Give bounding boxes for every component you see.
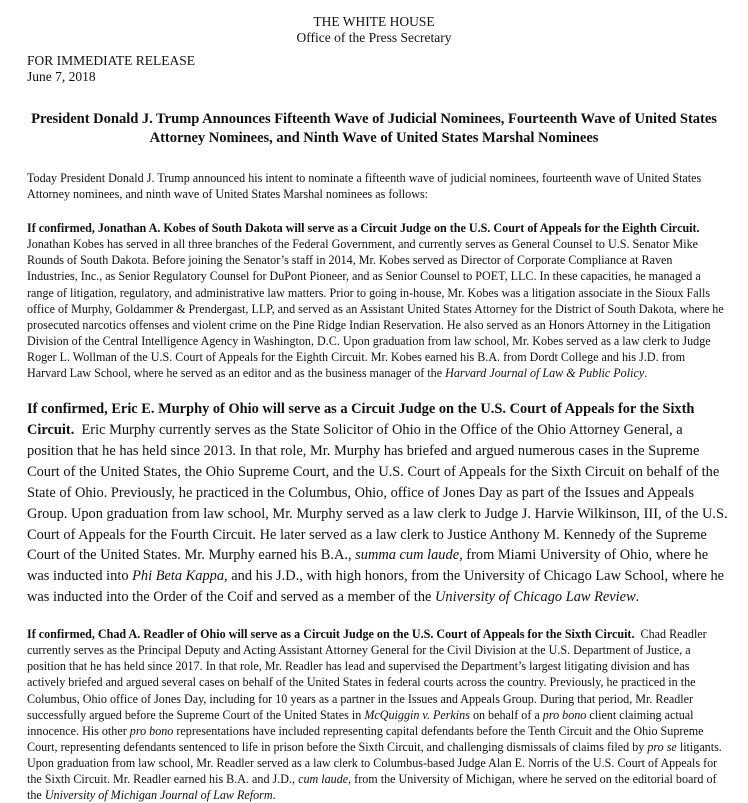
readler-prose: pro se <box>647 739 677 754</box>
letterhead <box>0 0 748 46</box>
office-name: Office of the Press Secretary <box>296 30 452 45</box>
intro-paragraph: Today President Donald J. Trump announced his intent to nominate a fifteenth wave of judicial nominees, fourteenth wave of United States Attorney nominees, and ninth wave of United States Marshal nominees as follows: <box>27 171 702 202</box>
readler-probono-2: pro bono <box>129 723 174 738</box>
readler-honor: cum laude <box>298 772 349 787</box>
readler-body-6: , from the University of Michigan, where he served on the editorial board of the <box>27 772 717 803</box>
kobes-end: . <box>644 366 648 381</box>
murphy-body-1: Eric Murphy currently serves as the State Solicitor of Ohio in the Office of the Ohio Attorney General, a position that he has held since 2013. In that role, Mr. Murphy has briefed and argued numerous cases in the Supreme Court of the United States, the Ohio Supreme Court, and the U.S. Court of Appeals for the Sixth Circuit on behalf of the State of Ohio. Previously, he practiced in the Columbus, Ohio, office of Jones Day as part of the Issues and Appeals Group. Upon graduation from law school, Mr. Murphy served as a law clerk to Judge J. Harvie Wilkinson, III, of the U.S. Court of Appeals for the Fourth Circuit. He later served as a law clerk to Justice Anthony M. Kennedy of the Supreme Court of the United States. Mr. Murphy earned his B.A., <box>27 422 728 564</box>
readler-probono-1: pro bono <box>542 707 587 722</box>
release-label: FOR IMMEDIATE RELEASE <box>27 53 195 68</box>
readler-end: . <box>272 788 276 803</box>
readler-body-1: Chad Readler currently serves as the Principal Deputy and Acting Assistant Attorney General for the Civil Division at the U.S. Department of Justice, a position that he has held since 2017. In that role, Mr. Readler has lead and supervised the Department’s largest litigating division and has actively briefed and argued several cases on behalf of the United States in federal courts across the country. Previously, he practiced in the Columbus, Ohio office of Jones Day, including for 10 years as a partner in the Issues and Appeals Group. During that period, Mr. Readler successfully argued before the Supreme Court of the United States in <box>27 627 707 722</box>
release-date: June 7, 2018 <box>27 69 96 84</box>
murphy-paragraph <box>0 399 748 608</box>
kobes-lead: If confirmed, Jonathan A. Kobes of South Dakota will serve as a Circuit Judge on the U.S. Court of Appeals for the Eighth Circuit. <box>27 221 700 236</box>
murphy-lead: If confirmed, Eric E. Murphy of Ohio will serve as a Circuit Judge on the U.S. Court of Appeals for the Sixth Circuit. <box>27 401 695 439</box>
kobes-paragraph <box>0 220 748 381</box>
murphy-end: . <box>635 589 640 606</box>
murphy-journal: University of Chicago Law Review <box>435 589 636 606</box>
readler-body-4: representations have included representing capital defendants before the Tenth Circuit and the Ohio Supreme Court, representing defendants sentenced to life in prison before the Sixth Circuit, and challenging dismissals of claims filed by <box>27 723 704 754</box>
org-name: THE WHITE HOUSE <box>313 14 435 29</box>
murphy-body-2: from Miami University of Ohio, where he was inducted into <box>27 547 709 585</box>
release-info <box>0 53 748 85</box>
readler-lead: If confirmed, Chad A. Readler of Ohio will serve as a Circuit Judge on the U.S. Court of Appeals for the Sixth Circuit. <box>27 627 635 642</box>
readler-body-5: litigants. Upon graduation from law school, Mr. Readler served as a law clerk to Columbus-based Judge Alan E. Norris of the U.S. Court of Appeals for the Sixth Circuit. Mr. Readler earned his B.A. and J.D., <box>27 739 722 787</box>
readler-journal: University of Michigan Journal of Law Reform <box>44 788 273 803</box>
murphy-society: Phi Beta Kappa, <box>132 568 228 585</box>
page-title: President Donald J. Trump Announces Fifteenth Wave of Judicial Nominees, Fourteenth Wave of United States Attorney Nominees, and Ninth Wave of United States Marshal Nominees <box>31 111 717 146</box>
readler-body-2: on behalf of a <box>472 707 540 722</box>
kobes-journal: Harvard Journal of Law & Public Policy <box>445 366 645 381</box>
readler-case: McQuiggin v. Perkins <box>364 707 470 722</box>
readler-body-3: client claiming actual innocence. His other <box>27 707 694 738</box>
murphy-body-3: and his J.D., with high honors, from the University of Chicago Law School, where he was inducted into the Order of the Coif and served as a member of the <box>27 568 725 606</box>
kobes-body: Jonathan Kobes has served in all three branches of the Federal Government, and currently serves as General Counsel to U.S. Senator Mike Rounds of South Dakota. Before joining the Senator’s staff in 2014, Mr. Kobes served as Director of Corporate Compliance at Raven Industries, Inc., as Senior Regulatory Counsel for DuPont Pioneer, and as Senior Counsel to POET, LLC. In these capacities, he managed a range of litigation, regulatory, and administrative law matters. Prior to going in-house, Mr. Kobes was a litigation associate in the Sioux Falls office of Murphy, Goldammer & Prendergast, LLP, and served as an Assistant United States Attorney for the District of South Dakota, where he prosecuted narcotics offenses and violent crime on the Pine Ridge Indian Reservation. He also served as an Honors Attorney in the Litigation Division of the Central Intelligence Agency in Washington, D.C. Upon graduation from law school, Mr. Kobes served as a law clerk to Judge Roger L. Wollman of the U.S. Court of Appeals for the Eighth Circuit. Mr. Kobes earned his B.A. from Dordt College and his J.D. from Harvard Law School, where he served as an editor and as the business manager of the <box>27 237 724 381</box>
murphy-honor: summa cum laude, <box>355 547 463 564</box>
readler-paragraph <box>0 626 748 803</box>
